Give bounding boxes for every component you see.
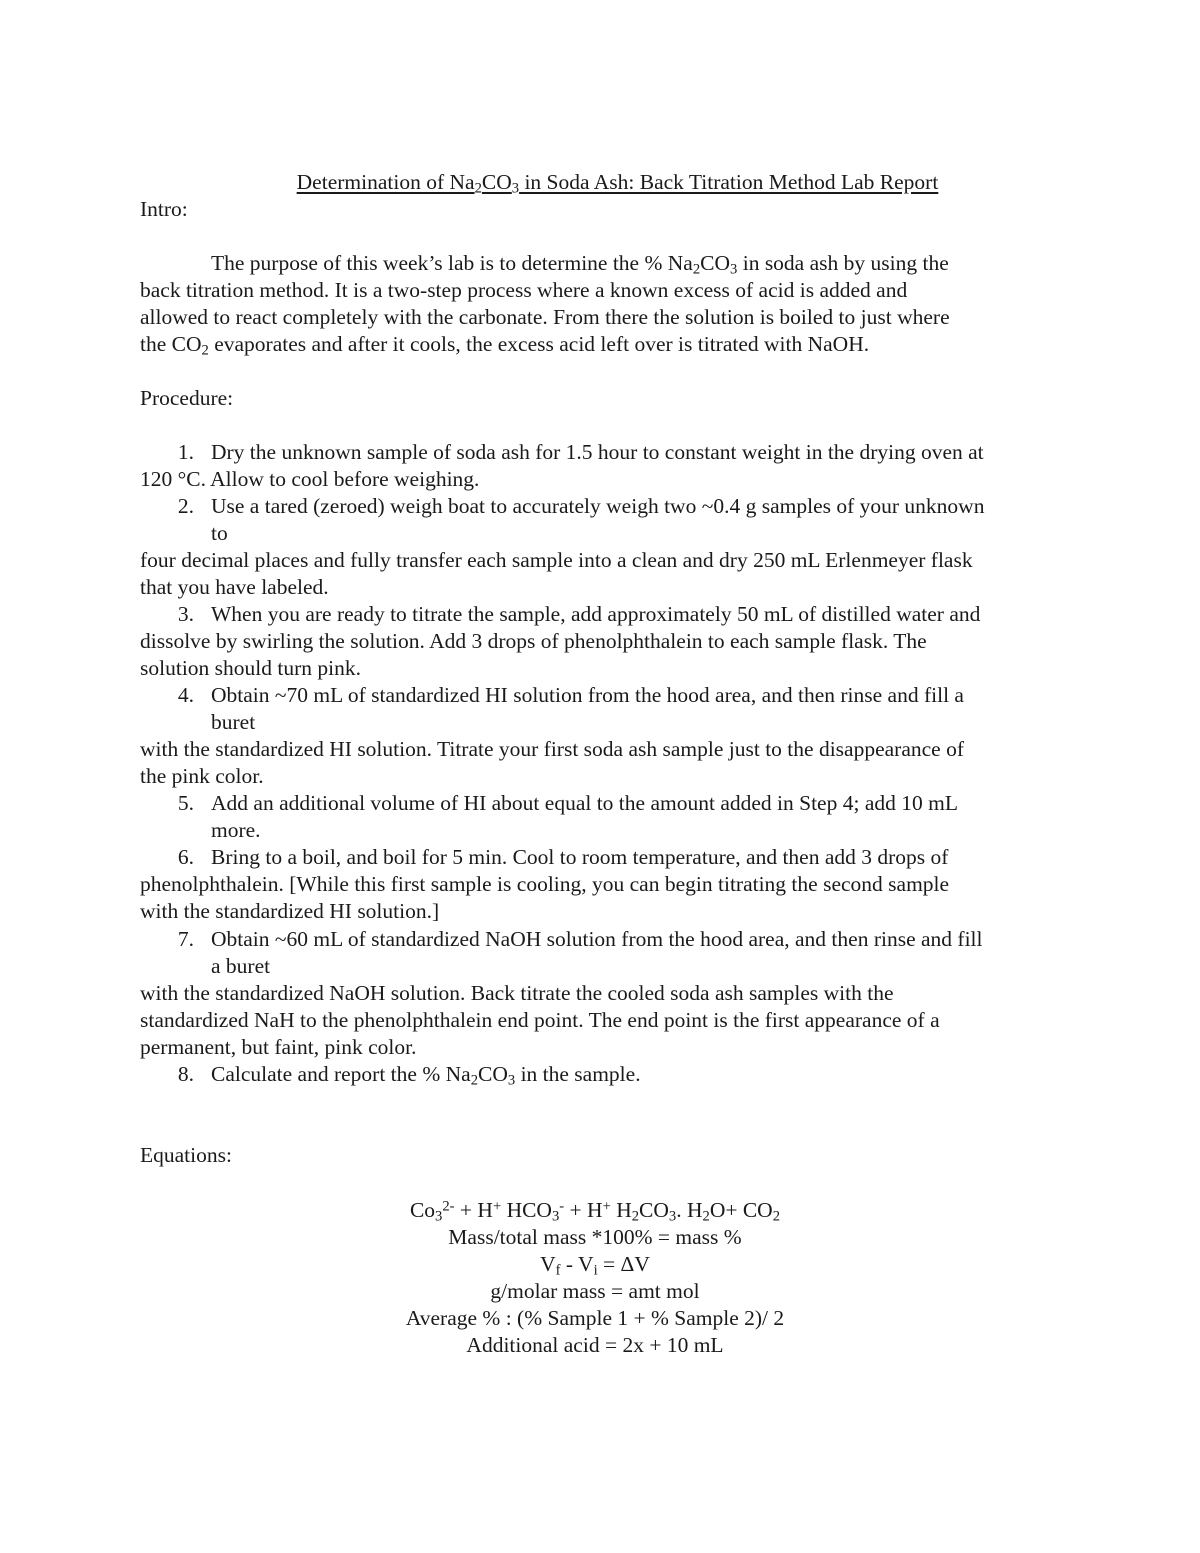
equation-mass-percent: Mass/total mass *100% = mass % <box>448 1225 742 1249</box>
step-line: phenolphthalein. [While this first sample is cooling, you can begin titrating the second sample <box>140 872 950 896</box>
step-number: 5. <box>177 791 194 815</box>
step-line: standardized NaH to the phenolphthalein end point. The end point is the first appearance of a <box>140 1008 940 1032</box>
step-line: Dry the unknown sample of soda ash for 1.5 hour to constant weight in the drying oven at <box>211 440 984 464</box>
intro-heading: Intro: <box>140 197 188 221</box>
step-line: with the standardized HI solution. Titrate your first soda ash sample just to the disappearance of <box>140 737 964 761</box>
step-number: 2. <box>177 494 194 518</box>
step-line: permanent, but faint, pink color. <box>140 1035 417 1059</box>
step-number: 3. <box>177 602 194 626</box>
step-number: 4. <box>177 683 194 707</box>
equation-reaction: $Co_3^{2-} + H^+$ $HCO_3^- + H^+$ $H_2CO_3$. $H_2O+ CO_2$ <box>409 1198 781 1225</box>
step-line: Add an additional volume of HI about equal to the amount added in Step 4; add 10 mL <box>211 791 958 815</box>
step-line: Calculate and report the % $Na_2CO_3$ in the sample. <box>211 1062 641 1089</box>
step-line: dissolve by swirling the solution. Add 3 drops of phenolphthalein to each sample flask. The <box>140 629 927 653</box>
step-line: with the standardized NaOH solution. Back titrate the cooled soda ash samples with the <box>140 981 894 1005</box>
equation-volume: $V_f - V_i = \Delta V$ <box>540 1252 650 1279</box>
step-line: solution should turn pink. <box>140 656 361 680</box>
step-line: more. <box>211 818 261 842</box>
step-number: 8. <box>177 1062 194 1086</box>
intro-line: back titration method. It is a two-step process where a known excess of acid is added and <box>140 278 908 302</box>
equations-heading: Equations: <box>140 1143 232 1167</box>
step-line: that you have labeled. <box>140 575 329 599</box>
step-number: 6. <box>177 845 194 869</box>
step-line: with the standardized HI solution.] <box>140 899 440 923</box>
step-line: Obtain ~60 mL of standardized NaOH solution from the hood area, and then rinse and fill <box>211 927 983 951</box>
step-line: Use a tared (zeroed) weigh boat to accurately weigh two ~0.4 g samples of your unknown <box>211 494 985 518</box>
equation-additional-acid: Additional acid = 2x + 10 mL <box>466 1333 724 1357</box>
intro-line: allowed to react completely with the carbonate. From there the solution is boiled to just where <box>140 305 950 329</box>
step-line: 120 °C. Allow to cool before weighing. <box>140 467 480 491</box>
step-line: a buret <box>211 954 271 978</box>
step-line: the pink color. <box>140 764 264 788</box>
step-line: four decimal places and fully transfer each sample into a clean and dry 250 mL Erlenmeyer flask <box>140 548 973 572</box>
document-title: Determination of $Na_2CO_3$ in Soda Ash: Back Titration Method Lab Report <box>296 170 939 197</box>
intro-line: The purpose of this week’s lab is to determine the % $Na_2CO_3$ in soda ash by using the <box>211 251 949 278</box>
step-number: 7. <box>177 927 194 951</box>
step-line: Bring to a boil, and boil for 5 min. Cool to room temperature, and then add 3 drops of <box>211 845 949 869</box>
step-line: buret <box>211 710 256 734</box>
step-number: 1. <box>177 440 194 464</box>
procedure-heading: Procedure: <box>140 386 234 410</box>
step-line: Obtain ~70 mL of standardized HI solution from the hood area, and then rinse and fill a <box>211 683 964 707</box>
equation-moles: g/molar mass = amt mol <box>490 1279 700 1303</box>
intro-line: the $CO_2$ evaporates and after it cools, the excess acid left over is titrated with NaOH. <box>140 332 870 359</box>
step-line: to <box>211 521 228 545</box>
step-line: When you are ready to titrate the sample, add approximately 50 mL of distilled water and <box>211 602 981 626</box>
equation-average: Average % : (% Sample 1 + % Sample 2)/ 2 <box>405 1306 785 1330</box>
